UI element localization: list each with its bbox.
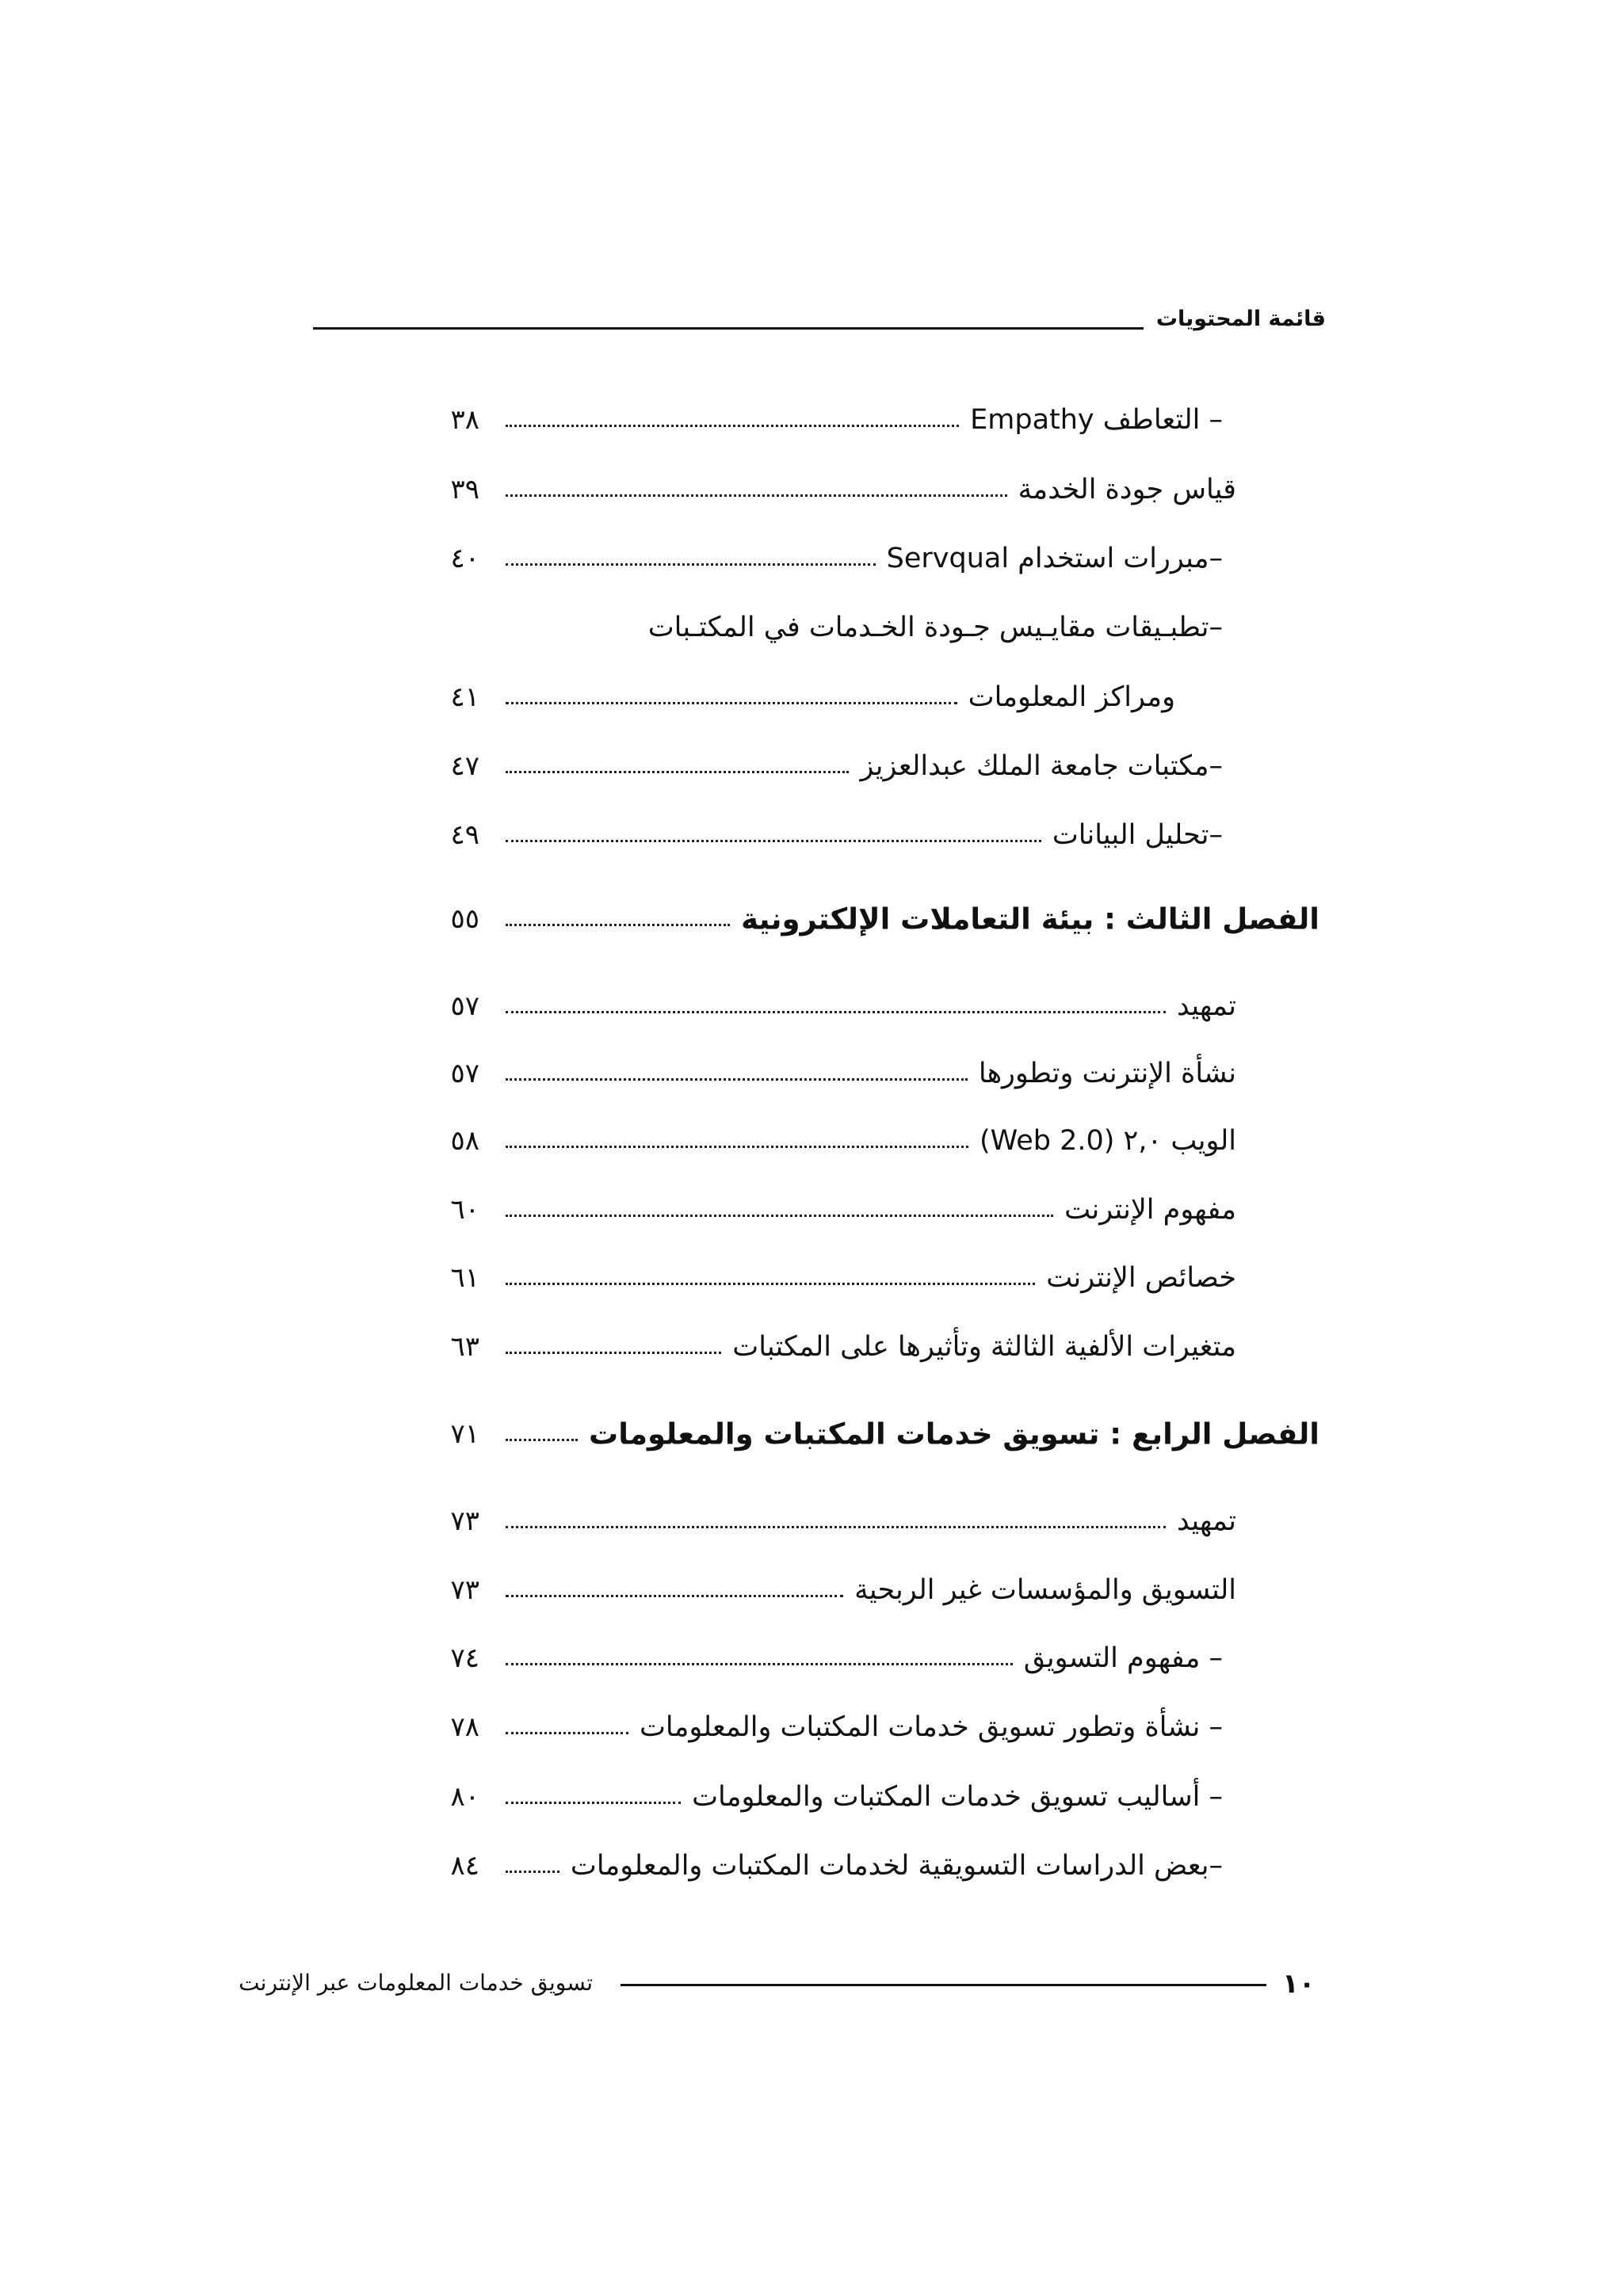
toc-entry xyxy=(0,1497,1623,1545)
footer-book-title: تسويق خدمات المعلومات عبر الإنترنت xyxy=(239,1970,593,1996)
dot-leader xyxy=(506,1802,681,1804)
toc-entry xyxy=(0,535,1623,582)
entry-title: الويب ٢,٠ (Web 2.0) xyxy=(980,1125,1236,1157)
page-number: ٨٠ xyxy=(450,1781,479,1813)
toc-entry xyxy=(0,396,1623,444)
toc-entry xyxy=(0,1703,1623,1751)
page-number: ٤١ xyxy=(450,681,479,713)
dot-leader xyxy=(506,1732,628,1734)
toc-entry xyxy=(0,1410,1623,1458)
entry-title: – نشأة وتطور تسويق خدمات المكتبات والمعلومات xyxy=(639,1711,1223,1743)
dot-leader xyxy=(506,494,1007,497)
page-number: ٦٠ xyxy=(450,1194,479,1226)
toc-entry xyxy=(0,1323,1623,1371)
dot-leader xyxy=(506,1011,1166,1013)
header-rule xyxy=(313,327,1144,330)
page-number: ٤٠ xyxy=(450,543,479,574)
page-number: ٨٤ xyxy=(450,1850,479,1882)
dot-leader xyxy=(506,771,849,773)
dot-leader xyxy=(506,840,1041,842)
toc-entry xyxy=(0,1842,1623,1890)
page-number: ٥٥ xyxy=(450,903,479,935)
toc-entry xyxy=(0,895,1623,943)
dot-leader xyxy=(506,1352,721,1354)
dot-leader xyxy=(506,1595,843,1597)
entry-title: –مكتبات جامعة الملك عبدالعزيز xyxy=(860,750,1223,782)
dot-leader xyxy=(506,425,959,427)
entry-title: –تحليل البيانات xyxy=(1052,819,1223,851)
entry-title: نشأة الإنترنت وتطورها xyxy=(978,1058,1236,1089)
page-number: ٥٧ xyxy=(450,990,479,1022)
page-number: ٥٧ xyxy=(450,1058,479,1089)
toc-entry xyxy=(0,811,1623,859)
page-number: ٧٣ xyxy=(450,1574,479,1606)
dot-leader xyxy=(506,1871,559,1873)
page-number: ٣٩ xyxy=(450,474,479,505)
chapter-title: الفصل الرابع : تسويق خدمات المكتبات والمعلومات xyxy=(589,1417,1319,1451)
entry-title: التسويق والمؤسسات غير الربحية xyxy=(854,1574,1236,1606)
toc-entry xyxy=(0,1254,1623,1302)
toc-entry xyxy=(0,1634,1623,1682)
toc-entry xyxy=(0,982,1623,1030)
toc-entry xyxy=(0,742,1623,790)
dot-leader xyxy=(506,563,876,566)
toc-entry xyxy=(0,1566,1623,1614)
dot-leader xyxy=(506,1078,968,1081)
dot-leader xyxy=(506,924,730,926)
entry-title: ومراكز المعلومات xyxy=(968,681,1175,713)
entry-title: تمهيد xyxy=(1176,1505,1236,1537)
footer-rule xyxy=(621,1984,1266,1986)
toc-entry xyxy=(0,1050,1623,1097)
entry-title: – التعاطف Empathy xyxy=(970,404,1223,436)
entry-title: مفهوم الإنترنت xyxy=(1064,1194,1236,1226)
entry-title: – مفهوم التسويق xyxy=(1023,1642,1223,1674)
page-number: ٧١ xyxy=(450,1418,479,1450)
entry-title: –مبررات استخدام Servqual xyxy=(886,543,1223,574)
page-number: ٦١ xyxy=(450,1262,479,1294)
entry-title: قياس جودة الخدمة xyxy=(1018,474,1236,505)
page-number: ٧٣ xyxy=(450,1505,479,1537)
toc-entry xyxy=(0,1773,1623,1821)
page-number: ٧٨ xyxy=(450,1711,479,1743)
page-number: ٥٨ xyxy=(450,1125,479,1157)
entry-title: متغيرات الألفية الثالثة وتأثيرها على المكتبات xyxy=(732,1331,1236,1363)
page-number: ٤٧ xyxy=(450,750,479,782)
page-number: ٧٤ xyxy=(450,1642,479,1674)
entry-title: –تطبـيقات مقايـيس جـودة الخـدمات في المكتـبات xyxy=(647,612,1223,643)
entry-title: تمهيد xyxy=(1176,990,1236,1022)
dot-leader xyxy=(506,702,957,704)
footer-page-number: ١٠ xyxy=(1282,1968,1316,2000)
chapter-title: الفصل الثالث : بيئة التعاملات الإلكترونية xyxy=(741,902,1319,936)
dot-leader xyxy=(506,1146,968,1148)
entry-title: – أساليب تسويق خدمات المكتبات والمعلومات xyxy=(692,1781,1223,1813)
dot-leader xyxy=(506,1283,1035,1285)
running-header-title: قائمة المحتويات xyxy=(1155,307,1326,331)
toc-entry xyxy=(0,673,1623,721)
page-number: ٣٨ xyxy=(450,404,479,436)
entry-title: –بعض الدراسات التسويقية لخدمات المكتبات والمعلومات xyxy=(570,1850,1223,1882)
dot-leader xyxy=(506,1215,1053,1217)
toc-entry xyxy=(0,604,1623,651)
page-number: ٤٩ xyxy=(450,819,479,851)
toc-entry xyxy=(0,1186,1623,1234)
entry-title: خصائص الإنترنت xyxy=(1046,1262,1236,1294)
dot-leader xyxy=(506,1439,578,1441)
dot-leader xyxy=(506,1526,1166,1528)
toc-entry xyxy=(0,466,1623,513)
toc-entry xyxy=(0,1117,1623,1165)
dot-leader xyxy=(506,1663,1013,1665)
page-number: ٦٣ xyxy=(450,1331,479,1363)
